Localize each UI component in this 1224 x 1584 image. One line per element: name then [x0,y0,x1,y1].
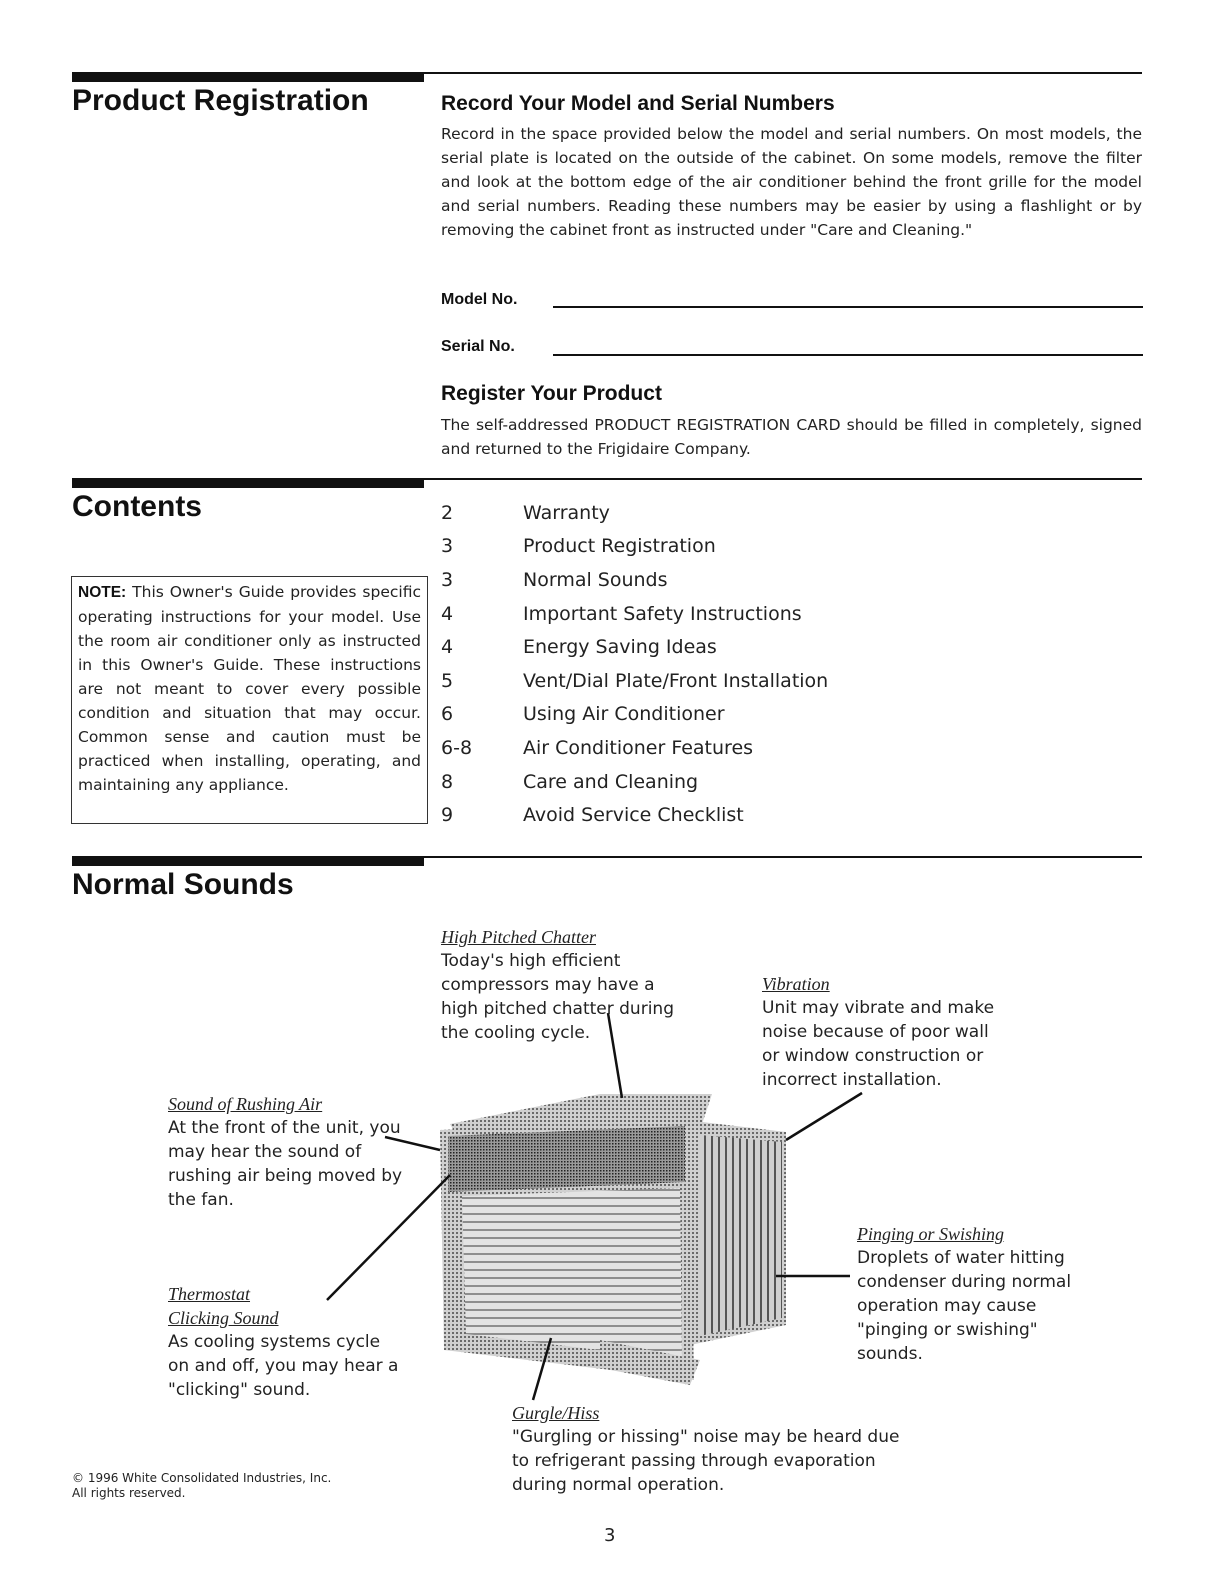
callout-title: Sound of Rushing Air [168,1094,323,1114]
rights-line: All rights reserved. [72,1486,186,1500]
contents-title: Warranty [523,501,610,524]
contents-heading: Contents [72,490,202,523]
contents-page: 2 [441,501,454,524]
callout-text: Droplets of water hitting condenser during normal operation may cause "pinging or swishing" sounds. [857,1248,1072,1364]
copyright-line: © 1996 White Consolidated Industries, Inc. [72,1471,332,1485]
callout-title: Thermostat Clicking Sound [168,1284,279,1328]
callout-vibration [762,972,1002,1092]
callout-text: At the front of the unit, you may hear the sound of rushing air being moved by the fan. [168,1118,403,1210]
model-no-label: Model No. [441,291,518,308]
callout-pinging-swishing [857,1222,1077,1366]
contents-page: 4 [441,636,454,659]
page-number: 3 [604,1525,616,1546]
note-text: This Owner's Guide provides specific operating instructions for your model. Use the room air conditioner only as instructed in this Owner's Guide. These instructions are not meant to cover every possible condition and situation that may occur. Common sense and caution must be practiced when installing, operating, and maintaining any appliance. [78,583,421,794]
contents-title: Energy Saving Ideas [523,636,717,659]
callout-text: "Gurgling or hissing" noise may be heard due to refrigerant passing through evaporation during normal operation. [512,1427,900,1495]
callout-gurgle-hiss [512,1401,912,1497]
contents-page: 6 [441,703,454,726]
callout-title: Vibration [762,974,830,994]
contents-title: Important Safety Instructions [523,602,802,625]
note-label: NOTE: [78,584,127,601]
callout-text: As cooling systems cycle on and off, you may hear a "clicking" sound. [168,1332,399,1400]
callout-high-pitched-chatter [441,925,691,1045]
contents-title: Air Conditioner Features [523,736,754,759]
contents-page: 4 [441,602,454,625]
leader-line [786,1093,862,1140]
contents-title: Normal Sounds [523,568,668,591]
callout-rushing-air [168,1092,404,1212]
control-panel [448,1126,685,1192]
callout-title: Gurgle/Hiss [512,1403,600,1423]
serial-no-label: Serial No. [441,338,515,355]
contents-page: 5 [441,669,454,692]
condenser-grille [700,1135,782,1336]
callout-text: Unit may vibrate and make noise because of poor wall or window construction or incorrect installation. [762,998,995,1090]
contents-page: 3 [441,535,454,558]
register-product-title: Register Your Product [441,382,662,405]
contents-title: Product Registration [523,535,716,558]
product-registration-heading: Product Registration [72,84,369,117]
register-product-body: The self-addressed PRODUCT REGISTRATION CARD should be filled in completely, signed and returned to the Frigidaire Company. [441,416,1142,458]
contents-page: 8 [441,770,454,793]
record-numbers-body: Record in the space provided below the model and serial numbers. On most models, the serial plate is located on the outside of the cabinet. On some models, remove the filter and look at the bottom edge of the air conditioner behind the front grille for the model and serial numbers. Reading these numbers may be easier by using a flashlight or by removing the cabinet front as instructed under "Care and Cleaning." [441,125,1142,239]
contents-page: 6-8 [441,736,473,759]
contents-title: Vent/Dial Plate/Front Installation [523,669,829,692]
normal-sounds-heading: Normal Sounds [72,868,294,901]
callout-title: Pinging or Swishing [857,1224,1005,1244]
callout-title: High Pitched Chatter [441,927,596,947]
copyright [72,1471,331,1501]
contents-page: 3 [441,568,454,591]
record-numbers-title: Record Your Model and Serial Numbers [441,92,835,115]
callout-text: Today's high efficient compressors may have a high pitched chatter during the cooling cycle. [441,951,674,1043]
callout-thermostat-clicking [168,1282,404,1402]
contents-title: Avoid Service Checklist [523,804,744,827]
contents-title: Care and Cleaning [523,770,699,793]
front-louvers [462,1188,682,1360]
contents-title: Using Air Conditioner [523,703,725,726]
contents-page: 9 [441,804,454,827]
